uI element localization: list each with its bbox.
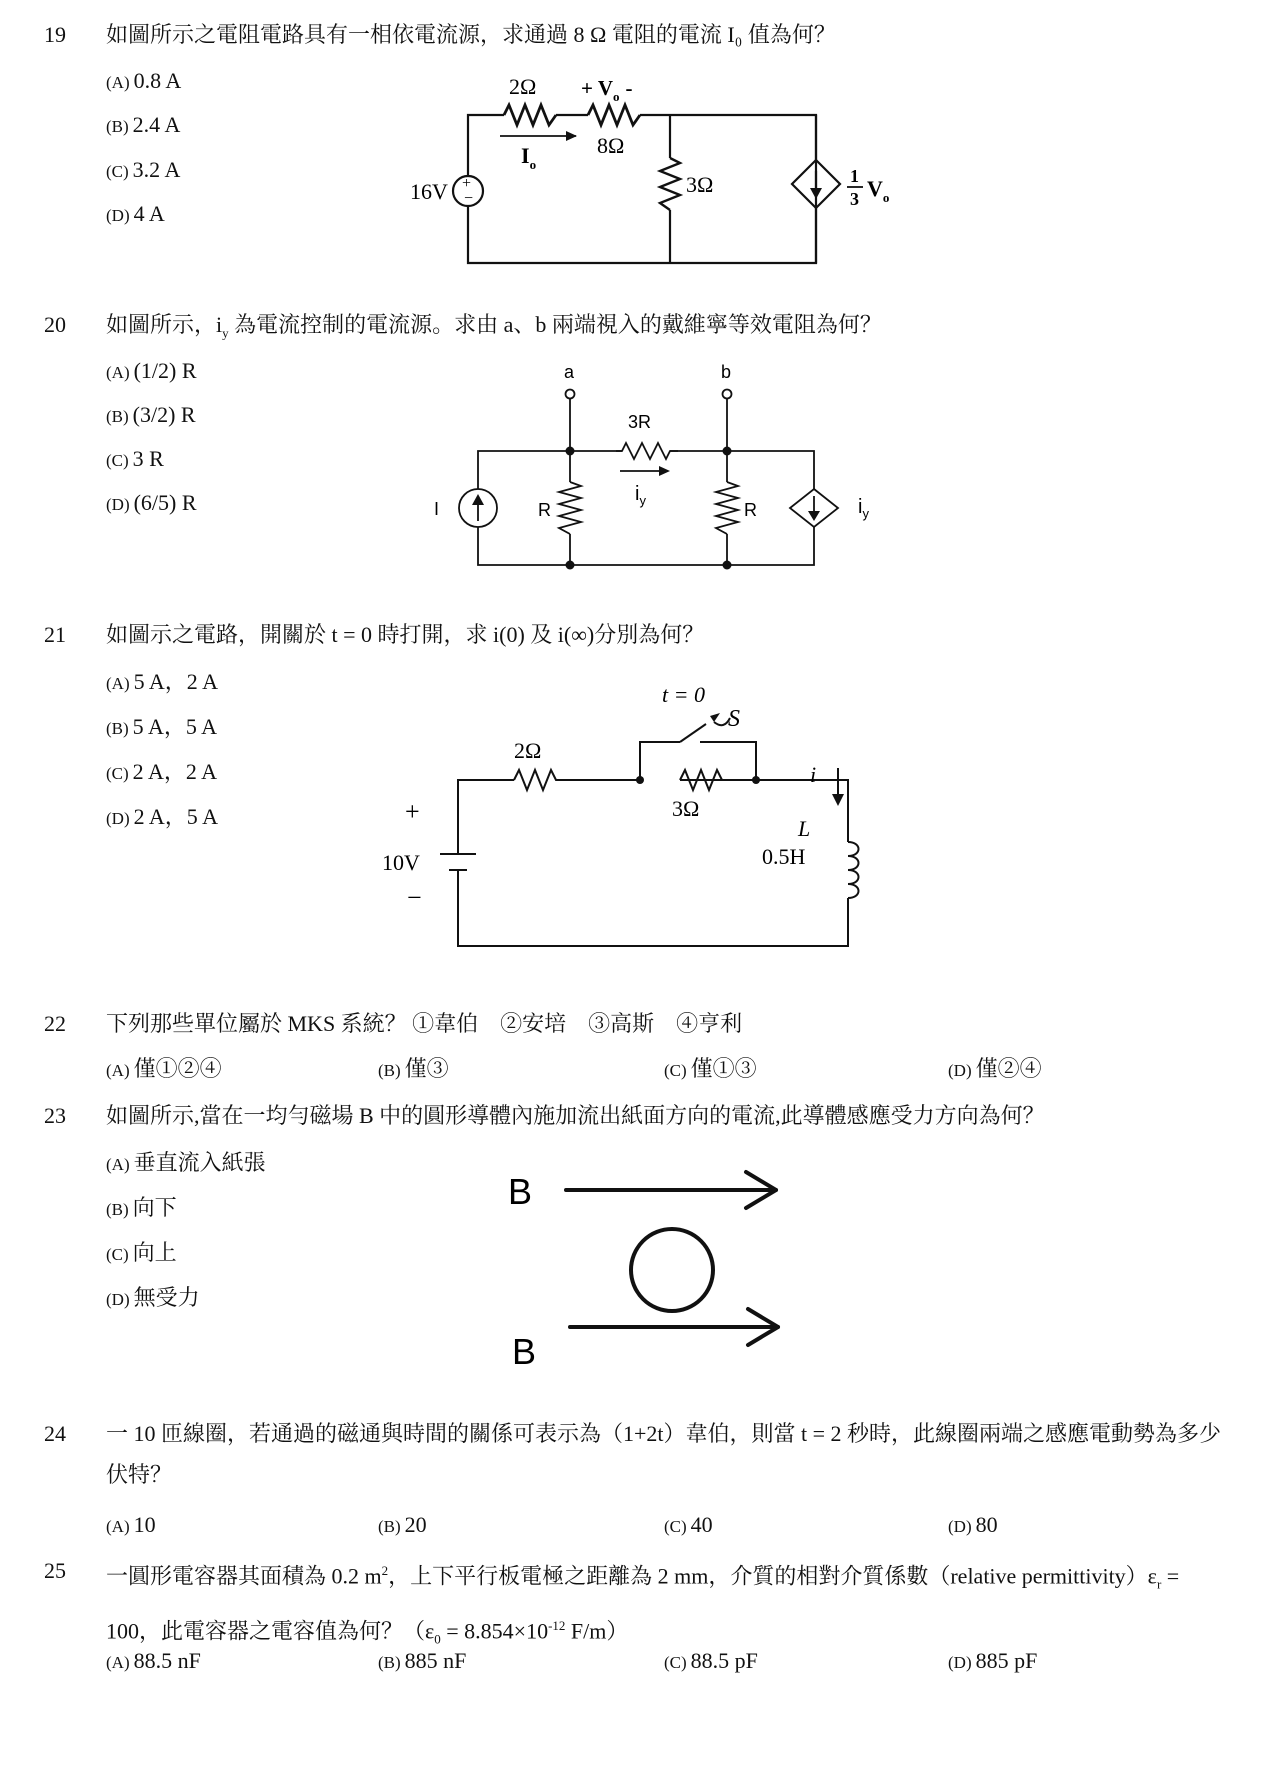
option-c[interactable]	[106, 757, 217, 789]
option-text: 40	[690, 1512, 713, 1537]
question-number: 23	[44, 1103, 66, 1128]
option-label: (C)	[664, 1061, 687, 1080]
option-a[interactable]	[106, 1510, 156, 1542]
question-number: 19	[44, 22, 66, 47]
label-r1: 2Ω	[509, 74, 537, 99]
option-a[interactable]	[106, 667, 218, 699]
option-text: 僅③	[404, 1056, 449, 1081]
option-text: (3/2) R	[132, 402, 196, 427]
label-switch-s: S	[728, 706, 740, 732]
option-label: (B)	[106, 407, 129, 426]
label-3r: 3R	[628, 412, 652, 432]
option-text: 0.8 A	[133, 68, 182, 93]
circuit-figure-21	[370, 672, 880, 962]
option-b[interactable]	[378, 1510, 427, 1542]
label-r2: 8Ω	[597, 133, 625, 158]
label-b-bottom: B	[512, 1331, 537, 1372]
question-stem: 如圖所示,當在一均勻磁場 B 中的圓形導體內施加流出紙面方向的電流,此導體感應受力方向為何？	[106, 1103, 1045, 1128]
question-stem: 如圖所示，$i_y$ 為電流控制的電流源。求由 a、b 兩端視入的戴維寧等效電阻為何？	[106, 312, 882, 341]
option-b[interactable]	[378, 1054, 449, 1086]
label-source-i: I	[434, 499, 440, 519]
option-a[interactable]	[106, 356, 197, 388]
label-r3: 3Ω	[686, 172, 714, 197]
option-label: (C)	[664, 1653, 687, 1672]
question-number: 21	[44, 622, 66, 647]
option-label: (C)	[106, 162, 129, 181]
magnetic-field-figure	[500, 1160, 800, 1380]
label-io: $I_o$	[521, 143, 537, 172]
label-dep-iy: $i_y$	[858, 496, 869, 521]
question-number: 25	[44, 1558, 66, 1583]
option-c[interactable]	[664, 1646, 758, 1678]
option-label: (C)	[664, 1517, 687, 1536]
option-text: 10	[133, 1512, 156, 1537]
label-r-left: R	[538, 500, 551, 520]
option-text: 885 pF	[975, 1648, 1038, 1673]
option-text: 20	[404, 1512, 427, 1537]
label-r2: 3Ω	[672, 796, 700, 821]
option-label: (A)	[106, 1517, 130, 1536]
label-l: L	[798, 816, 811, 841]
question-stem: 如圖示之電路，開關於 t = 0 時打開，求 i(0) 及 i(∞)分別為何？	[106, 622, 705, 647]
option-label: (B)	[378, 1061, 401, 1080]
option-text: (1/2) R	[133, 358, 197, 383]
label-dep-den: 3	[850, 189, 859, 209]
option-text: 80	[975, 1512, 998, 1537]
option-c[interactable]	[106, 1238, 177, 1270]
option-text: 2 A，5 A	[133, 804, 218, 829]
option-d[interactable]	[106, 802, 218, 834]
label-b-top: B	[508, 1171, 533, 1212]
terminal-b: b	[721, 362, 732, 382]
option-text: 88.5 nF	[133, 1648, 201, 1673]
source-minus-sign: −	[464, 190, 474, 207]
option-b[interactable]	[106, 712, 217, 744]
label-source: 16V	[410, 179, 448, 204]
option-a[interactable]	[106, 66, 181, 98]
option-b[interactable]	[106, 400, 196, 432]
option-text: 3.2 A	[132, 157, 181, 182]
label-r-right: R	[744, 500, 757, 520]
option-d[interactable]	[106, 199, 165, 231]
option-text: 5 A，2 A	[133, 669, 218, 694]
question-number: 22	[44, 1011, 66, 1036]
option-b[interactable]	[106, 110, 180, 142]
option-label: (D)	[106, 1290, 130, 1309]
option-label: (C)	[106, 451, 129, 470]
option-text: 僅①②④	[133, 1056, 222, 1081]
option-label: (A)	[106, 73, 130, 92]
option-c[interactable]	[664, 1510, 713, 1542]
option-text: (6/5) R	[133, 490, 197, 515]
option-text: 88.5 pF	[690, 1648, 758, 1673]
option-text: 3 R	[132, 446, 164, 471]
label-vo: + $V_o$ -	[581, 76, 633, 104]
option-b[interactable]	[378, 1646, 466, 1678]
option-text: 向上	[132, 1240, 177, 1265]
option-label: (D)	[948, 1653, 972, 1672]
option-text: 885 nF	[404, 1648, 467, 1673]
option-label: (A)	[106, 674, 130, 693]
option-label: (B)	[378, 1517, 401, 1536]
question-stem: 下列那些單位屬於 MKS 系統？ ①韋伯 ②安培 ③高斯 ④亨利	[106, 1011, 743, 1036]
label-l-value: 0.5H	[762, 844, 806, 869]
circuit-figure-19	[380, 60, 920, 270]
label-dep-num: 1	[850, 166, 859, 186]
option-label: (D)	[106, 809, 130, 828]
question-number: 24	[44, 1421, 66, 1446]
question-number: 20	[44, 312, 66, 337]
option-text: 2.4 A	[132, 112, 181, 137]
option-a[interactable]	[106, 1054, 222, 1086]
option-text: 僅①③	[690, 1056, 757, 1081]
option-text: 垂直流入紙張	[133, 1150, 266, 1175]
option-label: (C)	[106, 1245, 129, 1264]
option-label: (B)	[378, 1653, 401, 1672]
label-iy: $i_y$	[635, 483, 646, 508]
option-a[interactable]	[106, 1646, 201, 1678]
option-d[interactable]	[948, 1510, 998, 1542]
option-label: (A)	[106, 363, 130, 382]
option-label: (A)	[106, 1061, 130, 1080]
option-c[interactable]	[664, 1054, 757, 1086]
option-label: (A)	[106, 1653, 130, 1672]
question-stem: 如圖所示之電阻電路具有一相依電流源，求通過 8 Ω 電阻的電流 I₀ 值為何？	[106, 22, 836, 47]
option-label: (D)	[948, 1061, 972, 1080]
option-d[interactable]	[948, 1646, 1037, 1678]
option-d[interactable]	[948, 1054, 1042, 1086]
option-label: (B)	[106, 117, 129, 136]
question-stem: 一圓形電容器其面積為 0.2 $m^2$，上下平行板電極之距離為 2 mm，介質的相對介質係數（relative $permittivity)\varepsilon_r = 100$，此電容器之電容值為何？（$\varepsilon_0 = 8.854\times 10^{-12}$ F/m）	[106, 1563, 1180, 1647]
label-dep-v: $V_o$	[867, 176, 890, 205]
option-text: 2 A，2 A	[132, 759, 218, 784]
option-d[interactable]	[106, 1283, 200, 1315]
option-d[interactable]	[106, 488, 197, 520]
option-text: 無受力	[133, 1285, 200, 1310]
label-plus: +	[405, 797, 420, 826]
source-plus-sign: +	[462, 175, 472, 192]
label-minus: −	[407, 883, 422, 912]
option-text: 僅②④	[975, 1056, 1042, 1081]
option-a[interactable]	[106, 1148, 266, 1180]
option-label: (A)	[106, 1155, 130, 1174]
option-label: (D)	[948, 1517, 972, 1536]
option-label: (B)	[106, 719, 129, 738]
option-c[interactable]	[106, 444, 164, 476]
option-b[interactable]	[106, 1193, 177, 1225]
option-label: (D)	[106, 206, 130, 225]
option-label: (D)	[106, 495, 130, 514]
label-i: i	[810, 762, 817, 787]
circuit-figure-20	[430, 358, 890, 578]
option-c[interactable]	[106, 155, 180, 187]
label-r1: 2Ω	[514, 738, 542, 763]
option-text: 向下	[132, 1195, 177, 1220]
option-label: (B)	[106, 1200, 129, 1219]
label-t0: t = 0	[662, 682, 705, 707]
label-source: 10V	[382, 850, 420, 875]
option-text: 4 A	[133, 201, 165, 226]
question-stem: 一 10 匝線圈，若通過的磁通與時間的關係可表示為（1+2t）韋伯，則當 t = 2 秒時，此線圈兩端之感應電動勢為多少伏特？	[106, 1421, 1222, 1487]
option-text: 5 A，5 A	[132, 714, 218, 739]
option-label: (C)	[106, 764, 129, 783]
terminal-a: a	[564, 362, 575, 382]
